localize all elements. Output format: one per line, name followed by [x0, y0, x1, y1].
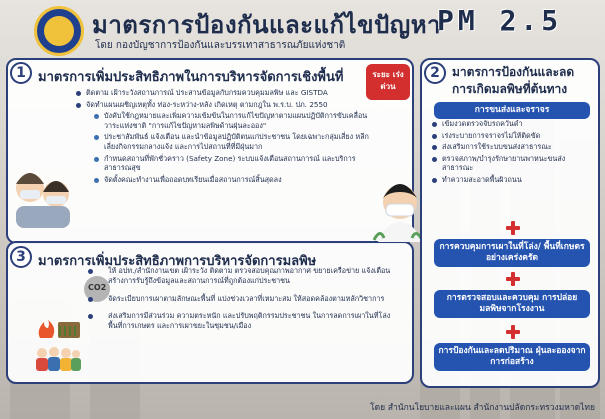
co2-label: CO2 [88, 283, 107, 292]
header [0, 0, 605, 60]
list-item: เร่งระบายการจราจรไม่ให้ติดขัด [432, 131, 592, 141]
section-1-title: มาตรการเพิ่มประสิทธิภาพในการบริหารจัดการเชิงพื้นที่ [38, 70, 344, 85]
list-item: ส่งเสริมการมีส่วนร่วม ความตระหนัก และปรับพฤติกรรมประชาชน ในการลดการเผาในที่โล่ง พื้นที่การเกษตร และการเผาขยะในชุมชน/เมือง [88, 311, 406, 331]
section-2-title-line1: มาตรการป้องกันและลด [452, 65, 575, 79]
stage-factory: การตรวจสอบและควบคุม การปล่อยมลพิษจากโรงงาน [434, 290, 590, 318]
list-item: ประชาสัมพันธ์ แจ้งเตือน และนำข้อมูลปฏิบัติตนแก่ประชาชน โดยเฉพาะกลุ่มเสี่ยง หลีกเลี่ยงกิจกรรมกลางแจ้ง และการไปสถานที่ที่มีฝุ่นมาก [94, 132, 372, 151]
footer-credit: โดย สำนักนโยบายและแผน สำนักงานปลัดกระทรวงมหาดไทย [370, 403, 595, 413]
page-title: มาตรการป้องกันและแก้ไขปัญหา [92, 11, 441, 39]
section-2-list [432, 119, 592, 187]
list-item: ทำความสะอาดพื้นผิวถนน [432, 175, 592, 185]
section-3-title: มาตรการเพิ่มประสิทธิภาพการบริหารจัดการมลพิษ [38, 254, 317, 269]
section-2-title-line2: การเกิดมลพิษที่ต้นทาง [452, 82, 568, 96]
list-item: กำหนดสถานที่พักชั่วคราว (Safety Zone) ระบบแจ้งเตือนสถานการณ์ และบริการสาธารณสุข [94, 154, 372, 173]
section-3-list [88, 266, 406, 333]
section-1-list [76, 88, 372, 186]
plus-icon [506, 325, 520, 339]
masked-people-illustration [12, 150, 74, 230]
section-1-number: 1 [10, 62, 32, 84]
page-subtitle: โดย กองบัญชาการป้องกันและบรรเทาสาธารณภัยแห่งชาติ [95, 40, 346, 51]
list-item: บังคับใช้กฎหมายและเพิ่มความเข้มข้นในการแก้ไขปัญหาตามแผนปฏิบัติการขับเคลื่อนวาระแห่งชาติ "การแก้ไขปัญหามลพิษด้านฝุ่นละออง" [94, 111, 372, 130]
section-3-number: 3 [10, 246, 32, 268]
list-item: จัดตั้งคณะทำงานเพื่อถอดบทเรียนเมื่อสถานการณ์สิ้นสุดลง [94, 175, 372, 185]
list-item: เข้มงวดตรวจจับรถควันดำ [432, 119, 592, 129]
list-item: ตรวจสภาพ/บำรุงรักษายานพาหนะขนส่งสาธารณะ [432, 154, 592, 173]
pm-label: PM 2.5 [437, 4, 563, 37]
list-item: ติดตาม เฝ้าระวังสถานการณ์ ประสานข้อมูลกับกรมควบคุมมลพิษ และ GISTDA [76, 88, 372, 98]
stage-construction: การป้องกันและลดปริมาณ ฝุ่นละอองจากการก่อสร้าง [434, 343, 590, 371]
department-logo-icon [34, 6, 84, 56]
stage-transport: การขนส่งและจราจร [434, 102, 590, 119]
list-item: จัดระเบียบการเผาตามลักษณะพื้นที่ แบ่งช่วงเวลาที่เหมาะสม ให้สอดคล้องตามหลักวิชาการ [88, 294, 406, 304]
plus-icon [506, 221, 520, 235]
list-item: จัดทำแผนเผชิญเหตุทั้ง ท่อง-ระหว่าง-หลัง เกิดเหตุ ตามกฎใน พ.ร.บ. ปภ. 2550 [76, 100, 372, 110]
fire-field-icon [34, 318, 82, 340]
community-people-icon [34, 346, 82, 372]
plus-icon [506, 272, 520, 286]
section-2-number: 2 [424, 62, 446, 84]
list-item: ให้ อปท./สำนักงานเขต เฝ้าระวัง ติดตาม ตรวจสอบคุณภาพอากาศ ขยายเครือข่าย แจ้งเตือน สร้างการรับรู้ถึงข้อมูลและสถานการณ์ที่ถูกต้องแก่ประชาชน [88, 266, 406, 286]
urgent-badge: ระยะ เร่งด่วน [366, 64, 410, 100]
stage-open-burning: การควบคุมการเผาในที่โล่ง/ พื้นที่เกษตรอย่างเคร่งครัด [434, 239, 590, 267]
list-item: ส่งเสริมการใช้ระบบขนส่งสาธารณะ [432, 142, 592, 152]
